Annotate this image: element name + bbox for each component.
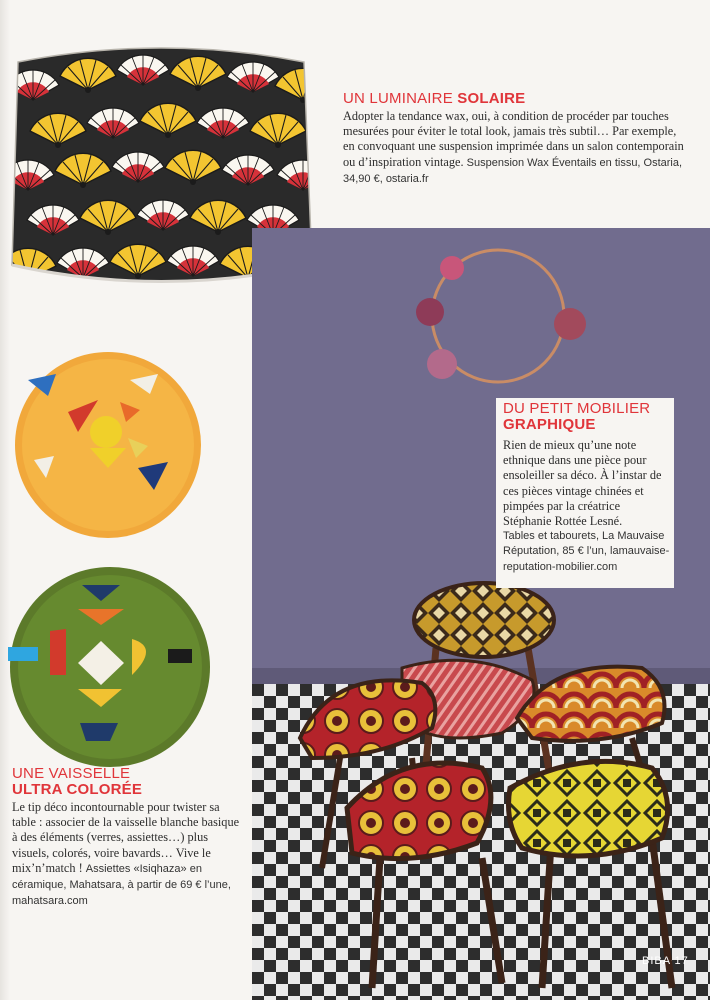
furniture-photo (252, 228, 710, 1000)
section3-kicker-light: UNE VAISSELLE (12, 765, 131, 782)
section3-kicker (12, 766, 142, 798)
section1-kicker (343, 91, 525, 107)
section1-credit: Suspension Wax Éventails en tissu, Ostaria, 34,90 €, ostaria.fr (343, 156, 683, 185)
section1-text: Adopter la tendance wax, oui, à condition de procéder par touches mesurées pour éviter le total look, jamais très subtil… Par exemple, en convoquant une suspension imprimée dans un salon contemporain ou d’inspiration vintage. (343, 109, 684, 169)
section1-kicker-bold: SOLAIRE (457, 90, 526, 107)
section2-kicker-light: DU PETIT MOBILIER (503, 400, 651, 417)
section2-credit: Tables et tabourets, La Mauvaise Réputation, 85 € l’un, lamauvaise-reputation-mobilier.com (503, 530, 670, 573)
section3-credit: Assiettes «Isiqhaza» en céramique, Mahatsara, à partir de 69 € l’une, mahatsara.com (12, 862, 231, 908)
section1-body (343, 109, 688, 187)
section2-kicker (503, 401, 650, 433)
section2-kicker-bold: GRAPHIQUE (503, 416, 596, 433)
section2-body (503, 438, 671, 575)
section3-body (12, 800, 242, 909)
section3-text: Le tip déco incontournable pour twister sa table : associer de la vaisselle blanche basique à des éléments (verres, assiettes…) plus visuels, colorés, voire bavards… Vive le mix’n’match ! (12, 800, 240, 875)
green-plate-image (0, 565, 220, 770)
section2-text: Rien de mieux qu’une note ethnique dans une pièce pour ensoleiller sa déco. À l’instar de ces pièces vintage chinées et pimpées par la créatrice Stéphanie Rottée Lesné. (503, 438, 662, 529)
section3-kicker-bold: ULTRA COLORÉE (12, 781, 143, 798)
orange-plate-image (8, 350, 208, 540)
section1-kicker-light: UN LUMINAIRE (343, 90, 453, 107)
page-folio: BIBA 17 (642, 955, 689, 967)
